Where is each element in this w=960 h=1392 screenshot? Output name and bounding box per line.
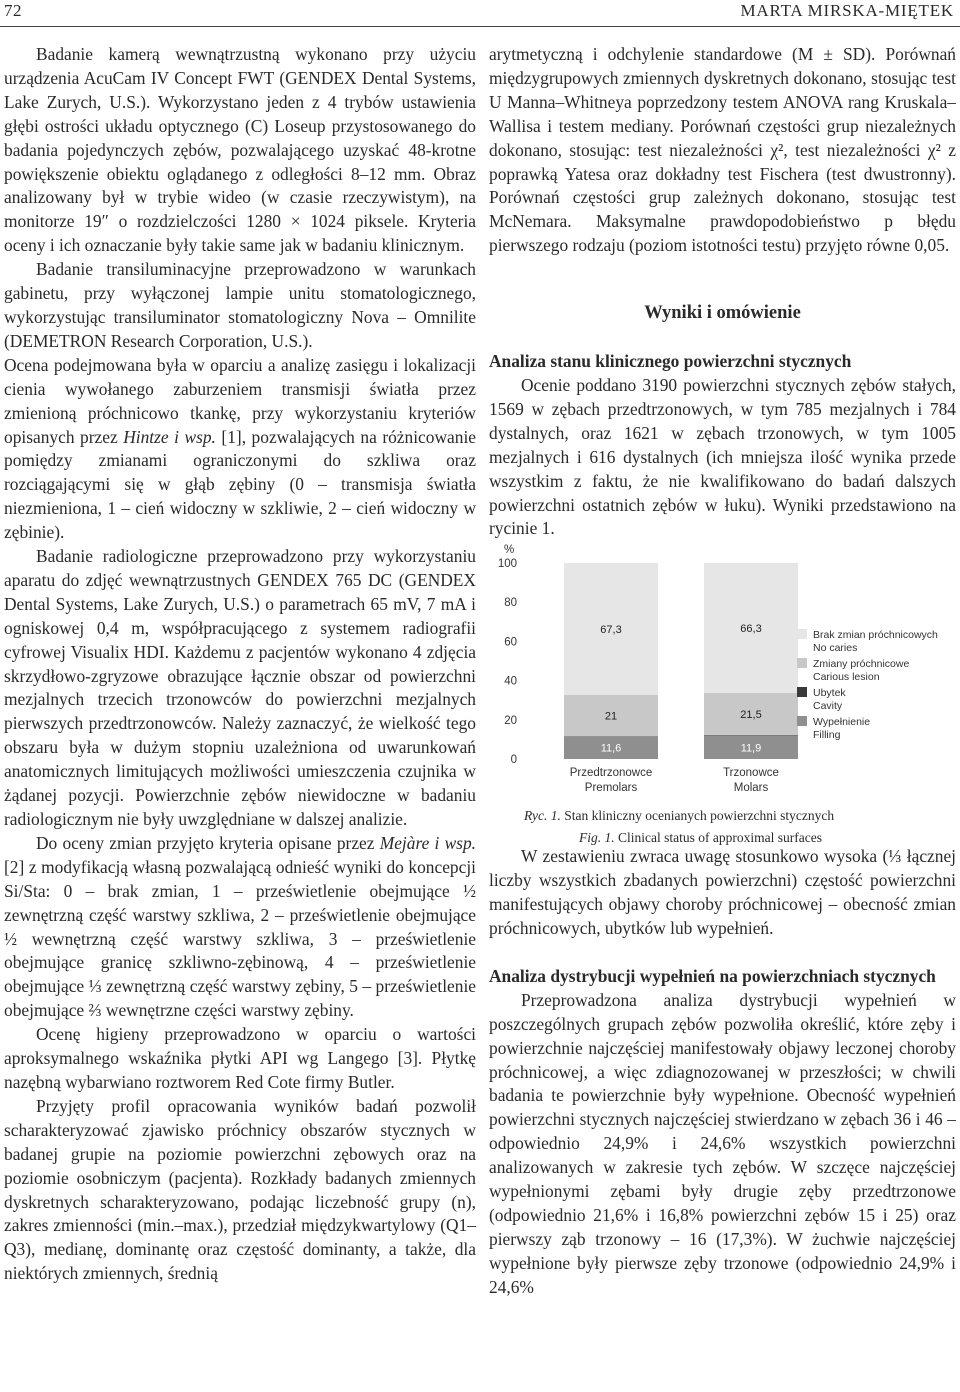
- y-tick-label: 20: [504, 715, 517, 728]
- paragraph: Badanie transiluminacyjne przeprowadzono w warunkach gabinetu, przy wyłączonej lampie unitu stomatologicznego, wykorzystując transiluminator stomatologiczny Nova – Omnilite (DEMETRON Research Corporation, U.S.).: [4, 259, 476, 351]
- page-number: 72: [4, 1, 22, 20]
- figure-1: [489, 543, 956, 845]
- legend-label: Cavity: [813, 700, 843, 713]
- figure-label: Ryc. 1.: [524, 808, 561, 824]
- running-head-author: MARTA MIRSKA-MIĘTEK: [740, 1, 954, 20]
- x-tick-label: Trzonowce: [723, 767, 779, 780]
- legend-label: Ubytek: [813, 687, 846, 700]
- legend-label: Zmiany próchnicowe: [813, 658, 910, 671]
- y-tick-label: 80: [504, 597, 517, 610]
- paragraph: Badanie radiologiczne przeprowadzono przy wykorzystaniu aparatu do zdjęć wewnątrzustnych GENDEX 765 DC (GENDEX Dental Systems, Lake Zurych, U.S.) o parametrach 65 mV, 7 mA i ogniskowej 0,4 m, współpracującego z systemem radiografii cyfrowej Visualix HDI. Każdemu z pacjentów wykonano 4 zdjęcia skrzydłowo-zgryzowe obrazujące łącznie obszar od powierzchni mezjalnych trzecich trzonowców do powierzchni mezjalnych pierwszych przedtrzonowców. Należy zaznaczyć, że wielkość tego obszaru była w dużym stopniu uzależniona od uwarunkowań anatomicznych limitujących możliwości umieszczenia czujnika w żądanej pozycji. Powierzchnie zębów niewidoczne w badaniu radiologicznym nie były uwzględniane w dalszej analizie.: [4, 546, 476, 829]
- y-tick-label: 60: [504, 636, 517, 649]
- paragraph: Ocenę higieny przeprowadzono w oparciu o wartości aproksymalnego wskaźnika płytki API wg Langego [3]. Płytkę nazębną wybarwiano roztworem Red Cote firmy Butler.: [4, 1024, 476, 1092]
- legend-label: Filling: [813, 729, 841, 742]
- data-label: 21: [604, 710, 618, 723]
- paragraph: [4, 832, 476, 1023]
- legend-swatch: [797, 716, 807, 726]
- left-column: [4, 43, 476, 1286]
- header-rule: [0, 26, 960, 27]
- paragraph: Przeprowadzona analiza dystrybucji wypełnień w poszczególnych grupach zębów pozwoliła określić, które zęby i powierzchnie najczęściej manifestowały objawy leczonej choroby próchnicowej, a więc zdiagnozowanej w przeszłości; w chwili badania te powierzchnie były wypełnione. Obecność wypełnień powierzchni stycznych najczęściej stwierdzano w zębach 36 i 46 – odpowiednio 24,9% i 24,6% wszystkich powierzchni analizowanych w zakresie tych zębów. W szczęce najczęściej wypełnionymi zębami były drugie zęby przedtrzonowe (odpowiednio 21,6% i 16,8% powierzchni zębów 15 i 25) oraz pierwszy ząb trzonowy – 16 (17,3%). W żuchwie najczęściej wypełnione były pierwsze zęby trzonowe (odpowiednio 24,9% i 24,6%: [489, 989, 956, 1297]
- caption-text: Clinical status of approximal surfaces: [614, 830, 822, 846]
- right-column: [489, 43, 956, 1300]
- legend-swatch: [797, 687, 807, 697]
- y-axis-label: %: [504, 544, 515, 557]
- paragraph: [4, 354, 476, 545]
- citation-authors: Mejàre i wsp.: [379, 832, 476, 853]
- legend-label: Brak zmian próchnicowych: [813, 629, 938, 642]
- bar-segment: [704, 735, 798, 736]
- stacked-bar-chart: [489, 543, 956, 811]
- x-tick-label: Molars: [733, 782, 769, 795]
- legend-label: No caries: [813, 642, 858, 655]
- spacer: [489, 941, 956, 965]
- figure-caption-pl: [524, 807, 960, 824]
- y-tick-label: 40: [504, 675, 517, 688]
- paragraph-text: Ocena podejmowana była w oparciu a analizę zasięgu i lokalizacji cienia wywołanego zaburzeniem transmisji światła przez zmienioną próchnicowo tkankę, przy wykorzystaniu kryteriów opisanych przez: [4, 354, 476, 447]
- paragraph: W zestawieniu zwraca uwagę stosunkowo wysoka (⅓ łącznej liczby wszystkich zbadanych powierzchni) częstość powierzchni manifestujących objawy choroby próchnicowej – obecność zmian próchnicowych, ubytków lub wypełnień.: [489, 846, 956, 939]
- figure-caption-en: [579, 829, 960, 846]
- legend-label: Wypełnienie: [813, 716, 871, 729]
- paragraph: Badanie kamerą wewnątrzustną wykonano przy użyciu urządzenia AcuCam IV Concept FWT (GENDEX Dental Systems, Lake Zurych, U.S.). Wykorzystano jeden z 4 trybów ustawienia głębi ostrości układu optycznego (C) Loseup przystosowanego do badania pojedynczych zębów, pozwalającego uzyskać 48-krotne powiększenie obiektu oglądanego z odległości 8–12 mm. Obraz analizowany był w trybie wideo (w czasie rzeczywistym), na monitorze 19″ o rozdzielczości 1280 × 1024 piksele. Kryteria oceny i ich oznaczanie były takie same jak w badaniu klinicznym.: [4, 44, 476, 256]
- legend-label: Carious lesion: [813, 671, 880, 684]
- data-label: 11,9: [740, 742, 762, 755]
- caption-text: Stan kliniczny ocenianych powierzchni stycznych: [560, 808, 835, 824]
- paragraph-text: [2] z modyfikacją własną pozwalającą odnieść wyniki do koncepcji Si/Sta: 0 – brak zmian, 1 – prześwietlenie obejmujące ½ zewnętrzną część warstwy szkliwa, 2 – prześwietlenie obejmujące ½ wewnętrzną część warstwy szkliwa, 3 – prześwietlenie obejmujące granicę szkliwno-zębinową, 4 – prześwietlenie obejmujące ⅓ zewnętrzną część warstwy zębiny, 5 – prześwietlenie obejmujące ⅔ wewnętrzne części warstwy zębiny.: [4, 856, 476, 1021]
- paragraph-text: [1], pozwalających na różnicowanie pomiędzy zmianami ograniczonymi do szkliwa oraz rozciągającymi się w głąb zębiny (0 – transmisja światła niezmieniona, 1 – cień widoczny w szkliwie, 2 – cień widoczny w zębinie).: [4, 426, 476, 543]
- x-tick-label: Premolars: [584, 782, 638, 795]
- data-label: 21,5: [740, 709, 762, 722]
- legend-swatch: [797, 629, 807, 639]
- y-tick-label: 0: [510, 754, 517, 767]
- y-tick-label: 100: [497, 558, 517, 571]
- data-label: 67,3: [600, 624, 622, 637]
- subsection-title: Analiza dystrybucji wypełnień na powierzchniach stycznych: [489, 965, 936, 986]
- spacer: [489, 326, 956, 350]
- citation-authors: Hintze i wsp.: [123, 426, 216, 447]
- figure-label: Fig. 1.: [579, 830, 615, 846]
- paragraph: Ocenie poddano 3190 powierzchni stycznych zębów stałych, 1569 w zębach przedtrzonowych, w tym 785 mezjalnych i 784 dystalnych, oraz 1621 w zębach trzonowych, w tym 1005 mezjalnych i 616 dystalnych (ich mniejsza ilość wynika przede wszystkim z faktu, że nie kwalifikowano do badań dalszych powierzchni ostatnich zębów w łuku). Wyniki przedstawiono na rycinie 1.: [489, 374, 956, 539]
- spacer: [489, 258, 956, 302]
- data-label: 66,3: [740, 623, 762, 636]
- paragraph: arytmetyczną i odchylenie standardowe (M ± SD). Porównań międzygrupowych zmiennych dyskretnych dokonano, stosując test U Manna–Whitneya poprzedzony testem ANOVA rang Kruskala–Wallisa i testem mediany. Porównań częstości grup niezależnych dokonano, stosując: test niezależności χ², test niezależności χ² z poprawką Yatesa oraz dokładny test Fischera (test dwustronny). Porównań częstości grup zależnych dokonano, stosując test McNemara. Maksymalne prawdopodobieństwo p błędu pierwszego rodzaju (poziom istotności testu) przyjęto równe 0,05.: [489, 44, 956, 256]
- data-label: 11,6: [600, 742, 622, 755]
- section-title: Wyniki i omówienie: [644, 303, 801, 324]
- legend-swatch: [797, 658, 807, 668]
- subsection-title: Analiza stanu klinicznego powierzchni stycznych: [489, 351, 852, 372]
- paragraph: Przyjęty profil opracowania wyników badań pozwolił scharakteryzować zjawisko próchnicy obszarów stycznych w badanej grupie na poziomie powierzchni zębowych oraz na poziomie osobniczym (pacjenta). Rozkłady badanych zmiennych dyskretnych scharakteryzowano, podając liczebność grupy (n), zakres zmienności (min.–max.), przedział międzykwartylowy (Q1–Q3), medianę, dominantę oraz częstość dominanty, a także, dla niektórych zmiennych, średnią: [4, 1095, 476, 1284]
- paragraph-text: Do oceny zmian przyjęto kryteria opisane przez: [36, 832, 380, 853]
- x-tick-label: Przedtrzonowce: [569, 767, 653, 780]
